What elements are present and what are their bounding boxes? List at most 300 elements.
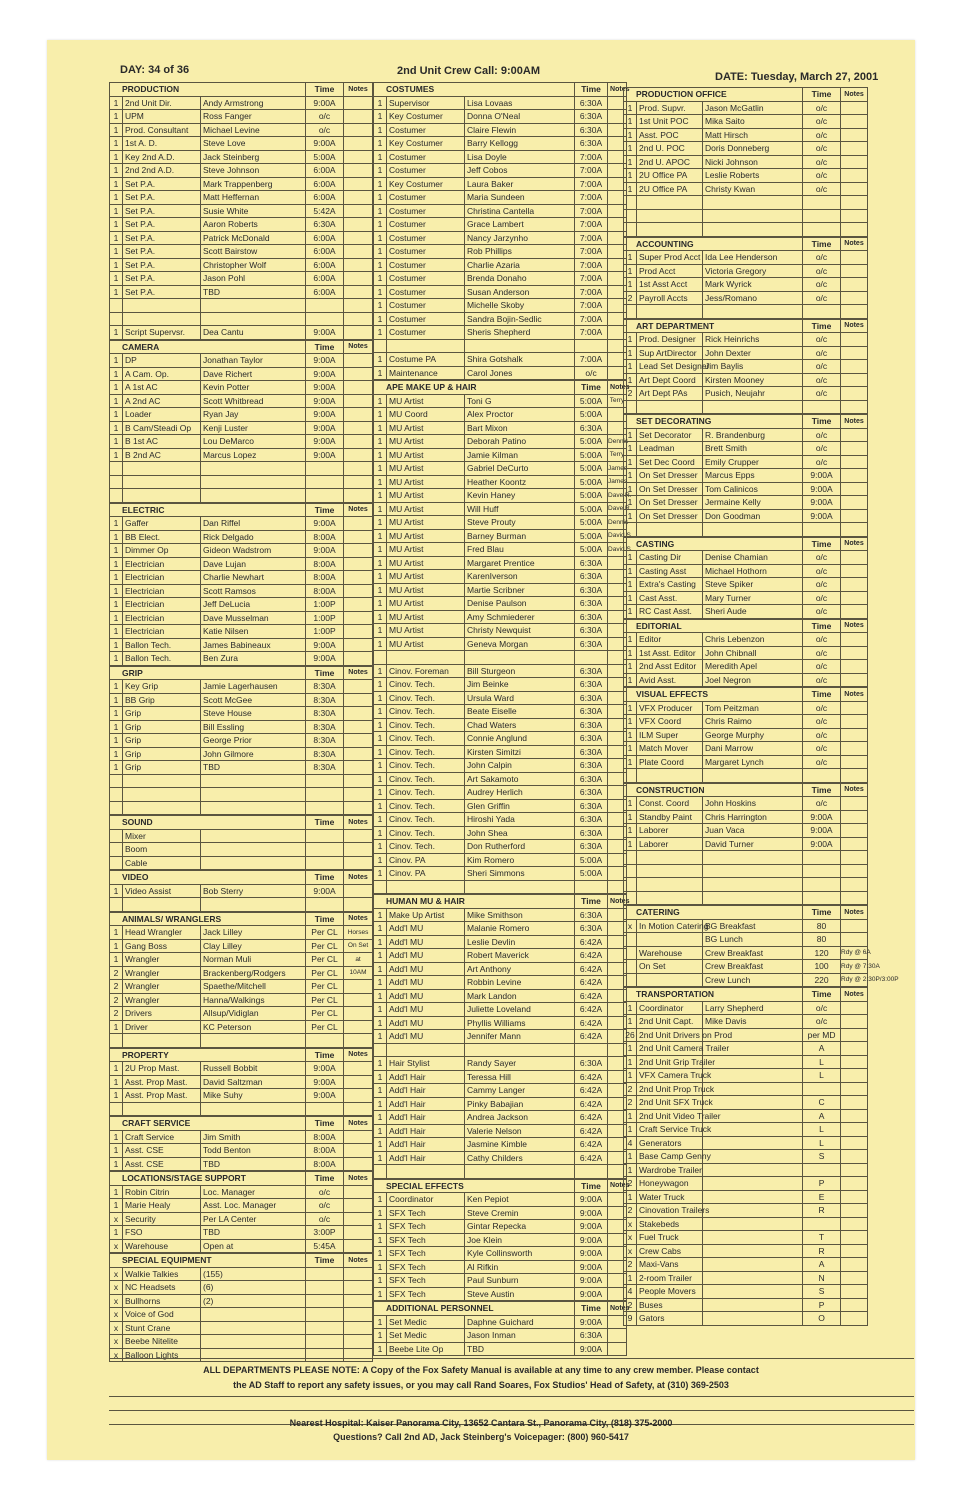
crew-row [624,878,868,892]
crew-name: Amy Schmiederer [465,610,575,624]
crew-row [374,285,627,299]
quantity: 1 [624,509,637,523]
call-time: o/c [306,110,344,124]
crew-row [110,761,373,775]
quantity [374,1043,387,1057]
quantity: 1 [374,1030,387,1044]
notes-header: Notes [344,1117,373,1131]
note [841,373,868,387]
crew-row [624,264,868,278]
position: 2nd Unit Video Trailer [637,1109,703,1123]
note [841,428,868,442]
quantity: 1 [374,1003,387,1017]
crew-name [703,523,803,537]
quantity: 1 [374,949,387,963]
call-time: 8:30A [306,720,344,734]
call-time: o/c [803,387,841,401]
note [841,142,868,156]
call-time: 220 [803,973,841,987]
crew-name: Emily Crupper [703,455,803,469]
position: Cinov. Tech. [387,718,465,732]
crew-row [624,891,868,905]
position: MU Artist [387,462,465,476]
quantity: 1 [374,1206,387,1220]
call-time: 6:00A [306,164,344,178]
crew-name [703,1217,803,1231]
position: MU Artist [387,516,465,530]
crew-name: Open at [201,1239,306,1253]
crew-name: Kim Romero [465,853,575,867]
crew-name: Ursula Ward [465,691,575,705]
note [344,354,373,368]
crew-name: Jason Inman [465,1329,575,1343]
crew-name: Brackenberg/Rodgers [201,966,306,980]
crew-row [624,101,868,115]
quantity: 1 [374,1111,387,1125]
position: Wrangler [123,980,201,994]
quantity: 1 [374,1016,387,1030]
position: Add'l MU [387,935,465,949]
crew-name: Bill Sturgeon [465,664,575,678]
position: Walkie Talkies [123,1267,201,1281]
quantity: 1 [110,1185,123,1199]
time-header: Time [306,666,344,680]
call-time: 9:00A [306,326,344,340]
position [637,209,703,223]
crew-name [201,489,306,503]
position: Add'l MU [387,922,465,936]
notes-header: Notes [344,816,373,830]
crew-row [624,701,868,715]
note [344,1102,373,1116]
crew-row [624,387,868,401]
note [344,435,373,449]
call-time: A [803,1109,841,1123]
day-count: DAY: 34 of 36 [120,64,190,76]
crew-row [110,517,373,531]
position: Prod Acct [637,264,703,278]
crew-name: TBD [465,1342,575,1356]
quantity [374,339,387,353]
position: Add'l Hair [387,1097,465,1111]
dept-title: ART DEPARTMENT [624,319,803,333]
crew-row [110,993,373,1007]
position: Costumer [387,285,465,299]
crew-name: Dave Richert [201,367,306,381]
notes-header: Notes [841,415,868,429]
call-time: o/c [306,1199,344,1213]
call-time: 8:30A [306,680,344,694]
call-time: S [803,1150,841,1164]
position: Wrangler [123,993,201,1007]
call-time: 6:42A [575,962,608,976]
call-time: 6:42A [575,976,608,990]
quantity: 1 [374,543,387,557]
quantity: 1 [110,571,123,585]
crew-row [110,1226,373,1240]
call-time: 6:42A [575,1084,608,1098]
crew-name: Mike Davis [703,1015,803,1029]
crew-row [374,1043,627,1057]
note: Terry [608,448,627,462]
crew-name: Denise Paulson [465,597,575,611]
quantity: x [110,1294,123,1308]
crew-name: Denise Chamian [703,551,803,565]
crew-row [110,720,373,734]
crew-row [624,223,868,237]
quantity: 1 [624,797,637,811]
position: Ballon Tech. [123,638,201,652]
call-time: o/c [803,701,841,715]
position: Const. Coord [637,797,703,811]
quantity: 1 [374,1315,387,1329]
note [841,182,868,196]
crew-name: (2) [201,1294,306,1308]
crew-row [374,678,627,692]
position: Asst. CSE [123,1157,201,1171]
dept-title: ADDITIONAL PERSONNEL [374,1302,575,1316]
time-header: Time [803,783,841,797]
crew-name: Toni G [465,394,575,408]
crew-name: Connie Anglund [465,732,575,746]
crew-row [374,826,627,840]
crew-name [703,305,803,319]
note [841,728,868,742]
quantity: 1 [624,660,637,674]
position: Robin Citrin [123,1185,201,1199]
position: Balloon Lights [123,1348,201,1362]
call-time: o/c [803,455,841,469]
note [841,824,868,838]
quantity: 1 [374,705,387,719]
call-time: 8:00A [306,1157,344,1171]
note [841,442,868,456]
call-time: 6:42A [575,1111,608,1125]
crew-name: Crew Breakfast [703,960,803,974]
call-time [803,196,841,210]
time-header: Time [306,1172,344,1186]
note [344,1308,373,1322]
position: Make Up Artist [387,908,465,922]
quantity: 1 [110,408,123,422]
crew-row [624,864,868,878]
crew-name [201,801,306,815]
call-time: 9:00A [306,408,344,422]
quantity: 1 [374,718,387,732]
note [344,1321,373,1335]
crew-row [624,605,868,619]
crew-row [624,1123,868,1137]
quantity: 1 [110,953,123,967]
crew-name: Ross Fanger [201,110,306,124]
call-time: 5:00A [575,462,608,476]
position: Add'l Hair [387,1084,465,1098]
call-time [306,1308,344,1322]
quantity [110,1034,123,1048]
crew-row [110,475,373,489]
position: Set Decorator [637,428,703,442]
call-time: 5:45A [306,1239,344,1253]
crew-row [624,1244,868,1258]
position: NC Headsets [123,1281,201,1295]
quantity [110,856,123,870]
note [344,475,373,489]
call-time: A [803,1258,841,1272]
note [841,633,868,647]
note [841,551,868,565]
note [841,646,868,660]
crew-row [374,191,627,205]
quantity [110,312,123,326]
note [841,797,868,811]
crew-row [624,1312,868,1326]
quantity: 1 [374,204,387,218]
crew-name: Kevin Haney [465,489,575,503]
call-time: 6:00A [306,285,344,299]
position: ILM Super [637,728,703,742]
crew-name: Bart Mixon [465,421,575,435]
note [841,482,868,496]
position: Sup ArtDirector [637,346,703,360]
position: 2nd U. APOC [637,155,703,169]
note [344,980,373,994]
position: Electrician [123,584,201,598]
quantity [624,878,637,892]
quantity: 1 [374,813,387,827]
sheet-date: DATE: Tuesday, March 27, 2001 [715,71,879,83]
position: MU Artist [387,583,465,597]
crew-row [374,1084,627,1098]
crew-row [110,707,373,721]
note [344,680,373,694]
quantity: 1 [110,611,123,625]
call-time [306,801,344,815]
crew-name: George Murphy [703,728,803,742]
call-time: Per CL [306,1020,344,1034]
crew-row [624,797,868,811]
call-time: 5:00A [575,448,608,462]
position: Set P.A. [123,177,201,191]
call-time: N [803,1271,841,1285]
note [344,1239,373,1253]
crew-row [374,1151,627,1165]
position: Add'l Hair [387,1151,465,1165]
quantity: 1 [374,448,387,462]
note [841,933,868,947]
call-time: 8:00A [306,530,344,544]
crew-row [374,610,627,624]
quantity: 1 [110,394,123,408]
crew-name [703,1204,803,1218]
call-time: o/c [803,633,841,647]
crew-row [110,1267,373,1281]
quantity: 1 [624,155,637,169]
position [637,973,703,987]
note [344,204,373,218]
quantity: 1 [624,551,637,565]
position: B 1st AC [123,435,201,449]
crew-row [110,734,373,748]
position: Add'l MU [387,1016,465,1030]
position: Plate Coord [637,755,703,769]
call-time: 9:00A [306,381,344,395]
crew-row [374,299,627,313]
crew-row [624,742,868,756]
crew-row [624,1190,868,1204]
position: Laborer [637,837,703,851]
crew-row [624,428,868,442]
quantity: 1 [374,218,387,232]
note [344,1335,373,1349]
position: Grip [123,720,201,734]
position: 2nd Unit Camera Trailer [637,1042,703,1056]
quantity: 1 [374,245,387,259]
call-time [803,523,841,537]
note [344,625,373,639]
crew-row [624,455,868,469]
crew-row [624,973,868,987]
call-time [306,856,344,870]
dept-title: CRAFT SERVICE [110,1117,306,1131]
crew-name: Mark Landon [465,989,575,1003]
call-time: 9:00A [306,1089,344,1103]
position: Base Camp Genny [637,1150,703,1164]
quantity: 1 [624,1163,637,1177]
note [344,258,373,272]
quantity: 1 [624,333,637,347]
position: MU Artist [387,637,465,651]
quantity [624,960,637,974]
call-time [803,891,841,905]
call-time [803,305,841,319]
crew-row [624,1109,868,1123]
crew-row [110,137,373,151]
call-time: o/c [803,755,841,769]
notes-header: Notes [841,906,868,920]
quantity: 1 [624,1190,637,1204]
call-time: 8:30A [306,693,344,707]
crew-name: Jamie Lagerhausen [201,680,306,694]
crew-row [110,1144,373,1158]
dept-grip [109,666,373,816]
call-time: o/c [803,564,841,578]
position: Costumer [387,272,465,286]
crew-row [624,1082,868,1096]
position: Script Supervsr. [123,326,201,340]
call-time: 5:00A [575,475,608,489]
crew-row [374,840,627,854]
quantity: 1 [624,373,637,387]
call-time: 9:00A [306,884,344,898]
dept-title: SET DECORATING [624,415,803,429]
nearest-hospital: Nearest Hospital: Kaiser Panorama City, 13652 Cantara St., Panorama City, (818) 375-2000 [289,1418,673,1428]
quantity [110,898,123,912]
position: Cinov. Tech. [387,678,465,692]
note [841,864,868,878]
crew-row [624,1217,868,1231]
crew-name: John Hoskins [703,797,803,811]
time-header: Time [575,83,608,97]
call-time: 6:42A [575,1016,608,1030]
crew-row [110,1089,373,1103]
call-time: 9:00A [306,354,344,368]
quantity: 9 [624,1312,637,1326]
note [841,209,868,223]
call-time: S [803,1285,841,1299]
position: SFX Tech [387,1247,465,1261]
position: Electrician [123,598,201,612]
crew-name [201,1348,306,1362]
note: Dave R. [608,502,627,516]
quantity: 1 [374,1070,387,1084]
call-time: 9:00A [803,482,841,496]
position: Grip [123,761,201,775]
quantity: 1 [110,367,123,381]
quantity: 1 [624,1271,637,1285]
crew-row [624,155,868,169]
position: MU Artist [387,502,465,516]
position [123,475,201,489]
position: A 2nd AC [123,394,201,408]
crew-row [110,584,373,598]
position: Stakebeds [637,1217,703,1231]
crew-row [110,150,373,164]
note [841,564,868,578]
call-time: o/c [803,551,841,565]
crew-name: Jess/Romano [703,291,803,305]
position: Match Mover [637,742,703,756]
crew-row [624,496,868,510]
crew-name: KC Peterson [201,1020,306,1034]
crew-name [201,1034,306,1048]
crew-row [624,715,868,729]
quantity: 1 [110,1226,123,1240]
call-time: o/c [803,128,841,142]
position: Warehouse [123,1239,201,1253]
quantity: x [110,1308,123,1322]
crew-row [624,182,868,196]
position: Add'l MU [387,1030,465,1044]
position: Costumer [387,123,465,137]
note [841,455,868,469]
crew-row [374,1057,627,1071]
call-time: o/c [803,442,841,456]
call-time [803,878,841,892]
note: Terry [608,394,627,408]
call-time: 9:00A [575,1274,608,1288]
dept-title: TRANSPORTATION [624,988,803,1002]
crew-name: (155) [201,1267,306,1281]
call-time [803,223,841,237]
call-time: o/c [803,1001,841,1015]
crew-name: Gabriel DeCurto [465,462,575,476]
call-time: 9:00A [306,394,344,408]
note [344,96,373,110]
call-time: o/c [803,251,841,265]
position: Crew Cabs [637,1244,703,1258]
position: Supervisor [387,96,465,110]
position: Cinov. Foreman [387,664,465,678]
note [841,278,868,292]
crew-row [110,1062,373,1076]
note: Horses [344,926,373,940]
note: James [608,475,627,489]
position [637,864,703,878]
call-time: o/c [803,578,841,592]
crew-row [110,598,373,612]
crew-name: Scott Whitbread [201,394,306,408]
call-time [306,1281,344,1295]
